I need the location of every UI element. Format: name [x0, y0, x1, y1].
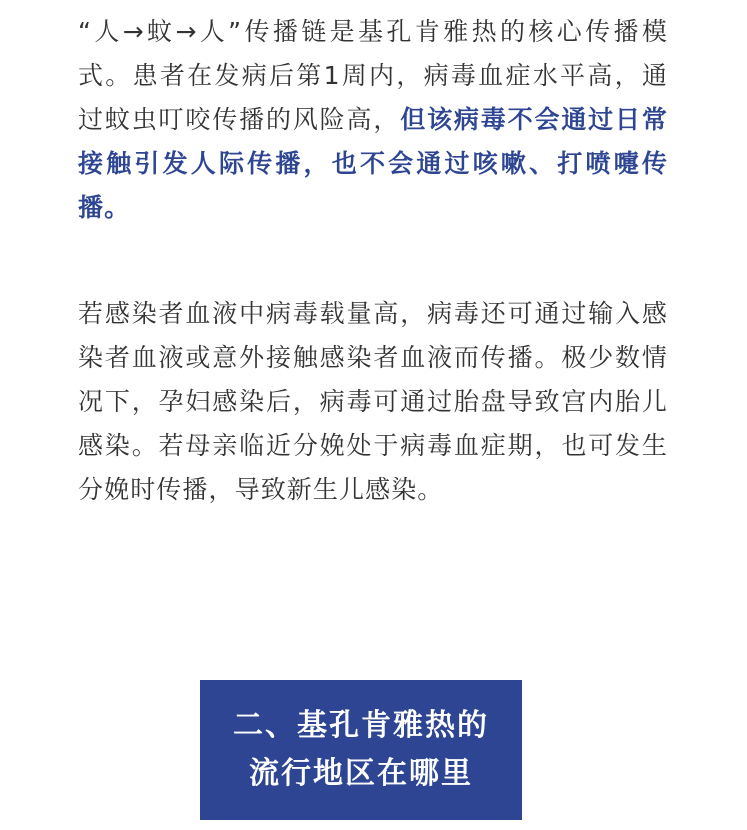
article-body — [78, 10, 668, 512]
transmission-highlight: 但该病毒不会通过日常接触引发人际传播，也不会通过咳嗽、打喷嚏传播。 — [78, 105, 668, 222]
section-heading-banner — [200, 680, 522, 820]
transmission-text: “人→蚊→人”传播链是基孔肯雅热的核心传播模式。患者在发病后第1周内，病毒血症水平高，通过蚊虫叮咬传播的风险高， — [78, 17, 668, 134]
blood-transmission-paragraph: 若感染者血液中病毒载量高，病毒还可通过输入感染者血液或意外接触感染者血液而传播。极少数情况下，孕妇感染后，病毒可通过胎盘导致宫内胎儿感染。若母亲临近分娩处于病毒血症期，也可发生分娩时传播，导致新生儿感染。 — [78, 299, 668, 504]
transmission-paragraph — [78, 10, 668, 230]
section-heading-line-1: 二、基孔肯雅热的 — [233, 708, 489, 743]
section-heading-line-2: 流行地区在哪里 — [249, 756, 473, 791]
